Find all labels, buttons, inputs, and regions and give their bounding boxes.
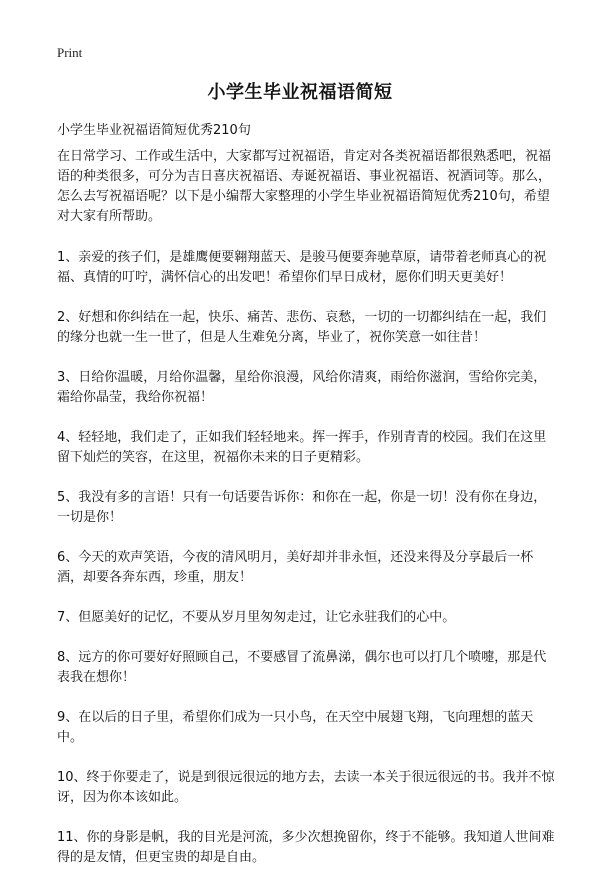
page-title: 小学生毕业祝福语简短 xyxy=(207,82,393,103)
wish-item-2: 2、好想和你纠结在一起，快乐、痛苦、悲伤、哀愁，一切的一切都纠结在一起，我们的缘分也就一生一世了，但是人生难免分离，毕业了，祝你笑意一如往昔！ xyxy=(57,310,547,345)
wish-item-5: 5、我没有多的言语！只有一句话要告诉你：和你在一起，你是一切！没有你在身边，一切是你！ xyxy=(57,490,547,525)
wish-item-11: 11、你的身影是帆，我的目光是河流，多少次想挽留你，终于不能够。我知道人世间难得的是友情，但更宝贵的却是自由。 xyxy=(57,830,555,865)
article-subtitle: 小学生毕业祝福语简短优秀210句 xyxy=(57,123,251,138)
wish-item-1: 1、亲爱的孩子们，是雄鹰便要翱翔蓝天、是骏马便要奔驰草原，请带着老师真心的祝福、真情的叮咛，满怀信心的出发吧！希望你们早日成材，愿你们明天更美好！ xyxy=(57,250,547,285)
wish-item-8: 8、远方的你可要好好照顾自己，不要感冒了流鼻涕，偶尔也可以打几个喷嚏，那是代表我在想你！ xyxy=(57,650,547,685)
wish-item-7: 7、但愿美好的记忆，不要从岁月里匆匆走过，让它永驻我们的心中。 xyxy=(57,610,456,625)
article-body xyxy=(57,147,557,888)
wish-item-10: 10、终于你要走了，说是到很远很远的地方去，去读一本关于很远很远的书。我并不惊讶，因为你本该如此。 xyxy=(57,770,555,805)
wish-item-4: 4、轻轻地，我们走了，正如我们轻轻地来。挥一挥手，作别青青的校园。我们在这里留下灿烂的笑容，在这里，祝福你未来的日子更精彩。 xyxy=(57,430,547,465)
print-link[interactable]: Print xyxy=(57,45,83,60)
intro-paragraph: 在日常学习、工作或生活中，大家都写过祝福语，肯定对各类祝福语都很熟悉吧，祝福语的种类很多，可分为吉日喜庆祝福语、寿诞祝福语、事业祝福语、祝酒词等。那么，怎么去写祝福语呢？以下是小编帮大家整理的小学生毕业祝福语简短优秀210句，希望对大家有所帮助。 xyxy=(57,149,552,224)
wish-item-9: 9、在以后的日子里，希望你们成为一只小鸟，在天空中展翅飞翔，飞向理想的蓝天中。 xyxy=(57,710,534,745)
wish-item-6: 6、今天的欢声笑语，今夜的清风明月，美好却并非永恒，还没来得及分享最后一杯酒，却要各奔东西，珍重，朋友！ xyxy=(57,550,534,585)
wish-item-3: 3、日给你温暖，月给你温馨，星给你浪漫，风给你清爽，雨给你滋润，雪给你完美，霜给你晶莹，我给你祝福！ xyxy=(57,370,547,405)
